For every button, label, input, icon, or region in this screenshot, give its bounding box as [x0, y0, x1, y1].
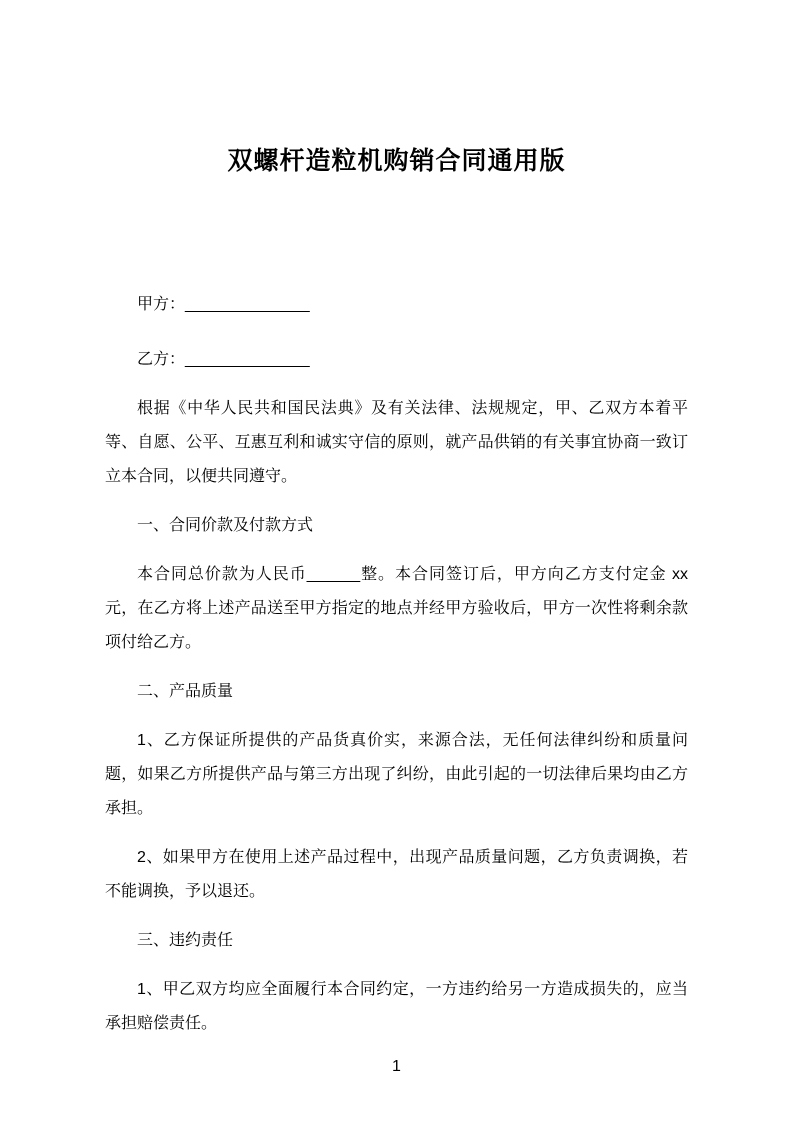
section-2-heading: 二、产品质量 — [137, 683, 234, 700]
intro-paragraph: 根据《中华人民共和国民法典》及有关法律、法规规定，甲、乙双方本着平等、自愿、公平、互惠互利和诚实守信的原则，就产品供销的有关事宜协商一致订立本合同，以便共同遵守。 — [105, 400, 688, 485]
party-b-blank: ______________ — [185, 351, 310, 368]
party-b-label: 乙方： — [137, 351, 186, 368]
section-2-item-2: 2、如果甲方在使用上述产品过程中，出现产品质量问题，乙方负责调换，若不能调换，予以退还。 — [105, 849, 688, 900]
section-1-body: 本合同总价款为人民币______整。本合同签订后，甲方向乙方支付定金 xx 元，在乙方将上述产品送至甲方指定的地点并经甲方验收后，甲方一次性将剩余款项付给乙方。 — [105, 566, 688, 651]
section-3-item-1: 1、甲乙双方均应全面履行本合同约定，一方违约给另一方造成损失的，应当承担赔偿责任。 — [105, 981, 688, 1032]
party-a-blank: ______________ — [185, 296, 310, 313]
page-number: 1 — [392, 1058, 401, 1075]
party-a-line — [105, 288, 688, 322]
section-2-item-1: 1、乙方保证所提供的产品货真价实，来源合法，无任何法律纠纷和质量问题，如果乙方所提供产品与第三方出现了纠纷，由此引起的一切法律后果均由乙方承担。 — [105, 732, 688, 817]
party-a-label: 甲方： — [137, 296, 186, 313]
section-1-heading: 一、合同价款及付款方式 — [137, 517, 314, 534]
document-title: 双螺杆造粒机购销合同通用版 — [227, 147, 566, 175]
party-b-line — [105, 343, 688, 377]
section-3-heading: 三、违约责任 — [137, 932, 234, 949]
